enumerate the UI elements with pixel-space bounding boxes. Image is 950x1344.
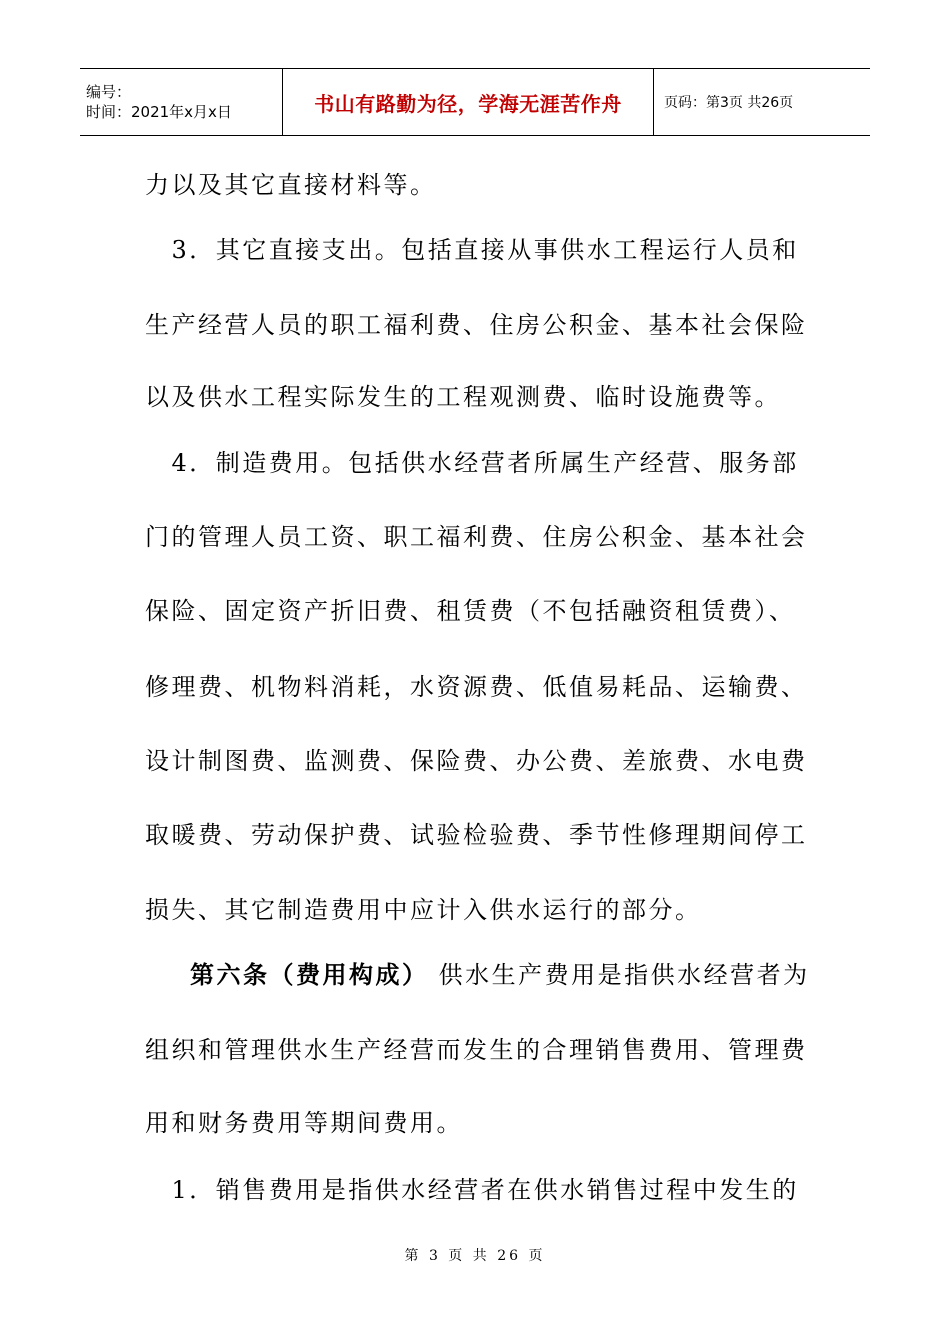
header-page-info: 页码：第3页 共26页 bbox=[664, 95, 794, 111]
body-line-2: 3．其它直接支出。包括直接从事供水工程运行人员和 bbox=[145, 236, 799, 264]
header-page-info-cell bbox=[654, 69, 870, 135]
document-time-label: 时间：2021年x月x日 bbox=[86, 103, 232, 121]
body-line-5: 4．制造费用。包括供水经营者所属生产经营、服务部 bbox=[145, 449, 799, 477]
header-meta bbox=[80, 69, 282, 135]
body-line-1: 力以及其它直接材料等。 bbox=[145, 171, 437, 199]
body-line-10: 取暖费、劳动保护费、试验检验费、季节性修理期间停工 bbox=[145, 821, 808, 849]
header-motto-cell bbox=[282, 69, 654, 135]
header-motto: 书山有路勤为径，学海无涯苦作舟 bbox=[314, 91, 622, 116]
body-line-7: 保险、固定资产折旧费、租赁费（不包括融资租赁费）、 bbox=[145, 597, 796, 625]
body-line-4: 以及供水工程实际发生的工程观测费、临时设施费等。 bbox=[145, 383, 781, 411]
body-line-6: 门的管理人员工资、职工福利费、住房公积金、基本社会 bbox=[145, 523, 808, 551]
document-number-label: 编号： bbox=[86, 83, 132, 101]
body-line-9: 设计制图费、监测费、保险费、办公费、差旅费、水电费 bbox=[145, 747, 808, 775]
body-line-11: 损失、其它制造费用中应计入供水运行的部分。 bbox=[145, 896, 702, 924]
body-line-3: 生产经营人员的职工福利费、住房公积金、基本社会保险 bbox=[145, 311, 808, 339]
page-header bbox=[80, 68, 870, 136]
page-footer: 第 3 页 共 26 页 bbox=[404, 1248, 546, 1264]
body-line-13: 组织和管理供水生产经营而发生的合理销售费用、管理费 bbox=[145, 1036, 808, 1064]
article-6-heading: 第六条（费用构成） bbox=[190, 961, 429, 989]
body-line-15: 1．销售费用是指供水经营者在供水销售过程中发生的 bbox=[145, 1176, 799, 1204]
body-line-8: 修理费、机物料消耗，水资源费、低值易耗品、运输费、 bbox=[145, 673, 808, 701]
body-line-14: 用和财务费用等期间费用。 bbox=[145, 1109, 463, 1137]
article-6-text: 供水生产费用是指供水经营者为 bbox=[438, 961, 810, 989]
article-6-line bbox=[145, 960, 810, 990]
